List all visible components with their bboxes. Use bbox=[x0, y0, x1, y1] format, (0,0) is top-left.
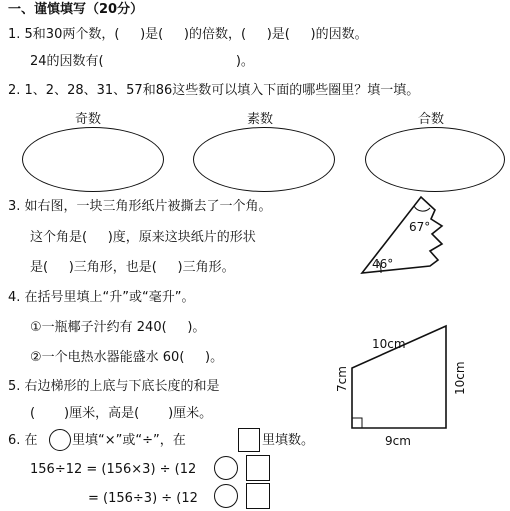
q4-line2: ①一瓶椰子汁约有 240( )。 bbox=[30, 320, 206, 335]
angle-67-label: 67° bbox=[409, 220, 431, 234]
trapezoid-bottom-label: 9cm bbox=[385, 434, 411, 448]
q4-line3: ②一个电热水器能盛水 60( )。 bbox=[30, 350, 224, 365]
prime-label: 素数 bbox=[247, 112, 274, 127]
q6-line1-a: 6. 在 bbox=[8, 433, 38, 448]
section-title: 一、谨慎填写（20分） bbox=[8, 2, 144, 17]
q6-line1-b: 里填“×”或“÷”，在 bbox=[72, 433, 186, 448]
trapezoid-right-label: 10cm bbox=[453, 361, 467, 395]
q6-eq2: = (156÷3) ÷ (12 bbox=[88, 491, 198, 506]
q4-line1: 4. 在括号里填上“升”或“毫升”。 bbox=[8, 290, 195, 305]
q2-text: 2. 1、2、28、31、57和86这些数可以填入下面的哪些圈里？填一填。 bbox=[8, 83, 420, 98]
angle-46-label: 46° bbox=[372, 257, 394, 271]
q1-line1: 1. 5和30两个数，( )是( )的倍数，( )是( )的因数。 bbox=[8, 27, 368, 42]
q3-line3: 是( )三角形，也是( )三角形。 bbox=[30, 260, 235, 275]
q6-eq1: 156÷12 = (156×3) ÷ (12 bbox=[30, 462, 197, 477]
q6-line1-c: 里填数。 bbox=[262, 433, 315, 448]
trapezoid-left-label: 7cm bbox=[335, 366, 349, 392]
q3-line1: 3. 如右图，一块三角形纸片被撕去了一个角。 bbox=[8, 199, 272, 214]
odd-label: 奇数 bbox=[75, 112, 102, 127]
q5-line1: 5. 右边梯形的上底与下底长度的和是 bbox=[8, 379, 220, 394]
q5-line2: ( )厘米，高是( )厘米。 bbox=[30, 406, 213, 421]
trapezoid-top-label: 10cm bbox=[372, 337, 406, 351]
q3-line2: 这个角是( )度，原来这块纸片的形状 bbox=[30, 230, 256, 245]
composite-label: 合数 bbox=[418, 112, 445, 127]
q1-line2: 24的因数有( )。 bbox=[30, 54, 254, 69]
